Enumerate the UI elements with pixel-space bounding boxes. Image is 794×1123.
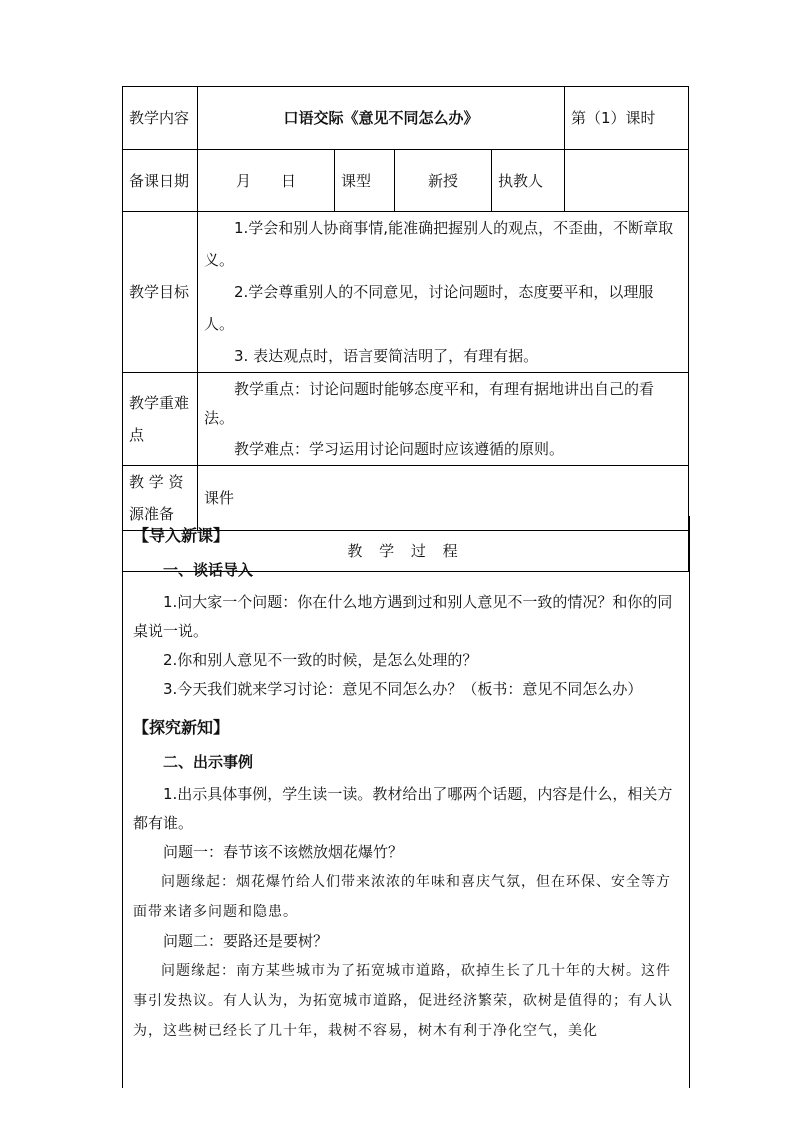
goal-item: 1.学会和别人协商事情,能准确把握别人的观点，不歪曲，不断章取义。 <box>204 219 674 269</box>
paragraph: 1.问大家一个问题：你在什么地方遇到过和别人意见不一致的情况？和你的同桌说一说。 <box>133 593 673 640</box>
prep-date-label: 备课日期 <box>123 150 198 212</box>
goal-item: 3. 表达观点时，语言要简洁明了，有理有据。 <box>234 347 539 365</box>
paragraph: 1.出示具体事例，学生读一读。教材给出了哪两个话题，内容是什么，相关方都有谁。 <box>133 785 673 832</box>
date-value: 月 日 <box>198 150 335 212</box>
paragraph: 2.你和别人意见不一致的时候，是怎么处理的？ <box>163 651 478 669</box>
section-heading: 【导入新课】 <box>133 526 230 545</box>
goal-item: 2.学会尊重别人的不同意见，讨论问题时，态度要平和，以理服人。 <box>204 283 654 333</box>
teacher-value <box>565 150 689 212</box>
lesson-number: 第（1）课时 <box>565 87 689 150</box>
resources-value: 课件 <box>198 466 689 531</box>
paragraph: 3.今天我们就来学习讨论：意见不同怎么办？（板书：意见不同怎么办） <box>163 680 643 698</box>
question-note: 问题缘起：烟花爆竹给人们带来浓浓的年味和喜庆气氛，但在环保、安全等方面带来诸多问题和隐患。 <box>133 874 671 920</box>
keypoints-content <box>198 373 689 466</box>
section-heading: 【探究新知】 <box>133 718 230 737</box>
lesson-title: 口语交际《意见不同怎么办》 <box>198 87 565 150</box>
teacher-label: 执教人 <box>492 150 565 212</box>
subsection-heading: 一、谈话导入 <box>163 561 254 579</box>
type-value: 新授 <box>395 150 492 212</box>
keypoint-item: 教学重点：讨论问题时能够态度平和，有理有据地讲出自己的看法。 <box>204 379 655 427</box>
question: 问题二：要路还是要树？ <box>163 932 329 950</box>
question-note: 问题缘起：南方某些城市为了拓宽城市道路，砍掉生长了几十年的大树。这件事引发热议。有人认为，为拓宽城市道路，促进经济繁荣，砍树是值得的；有人认为，这些树已经长了几十年，栽树不容易，树木有利于净化空气，美化 <box>133 963 673 1039</box>
goals-content <box>198 212 689 373</box>
keypoints-label: 教学重难点 <box>123 373 198 466</box>
process-body <box>122 516 690 1088</box>
question: 问题一：春节该不该燃放烟花爆竹？ <box>163 843 404 861</box>
type-label: 课型 <box>335 150 395 212</box>
keypoint-item: 教学难点：学习运用讨论问题时应该遵循的原则。 <box>234 439 565 458</box>
process-heading: 教 学 过 程 <box>123 531 689 572</box>
goals-label: 教学目标 <box>123 212 198 373</box>
subsection-heading: 二、出示事例 <box>163 753 254 771</box>
resources-label: 教 学 资 源准备 <box>123 466 198 531</box>
content-label: 教学内容 <box>123 87 198 150</box>
lesson-info-table <box>122 86 689 572</box>
